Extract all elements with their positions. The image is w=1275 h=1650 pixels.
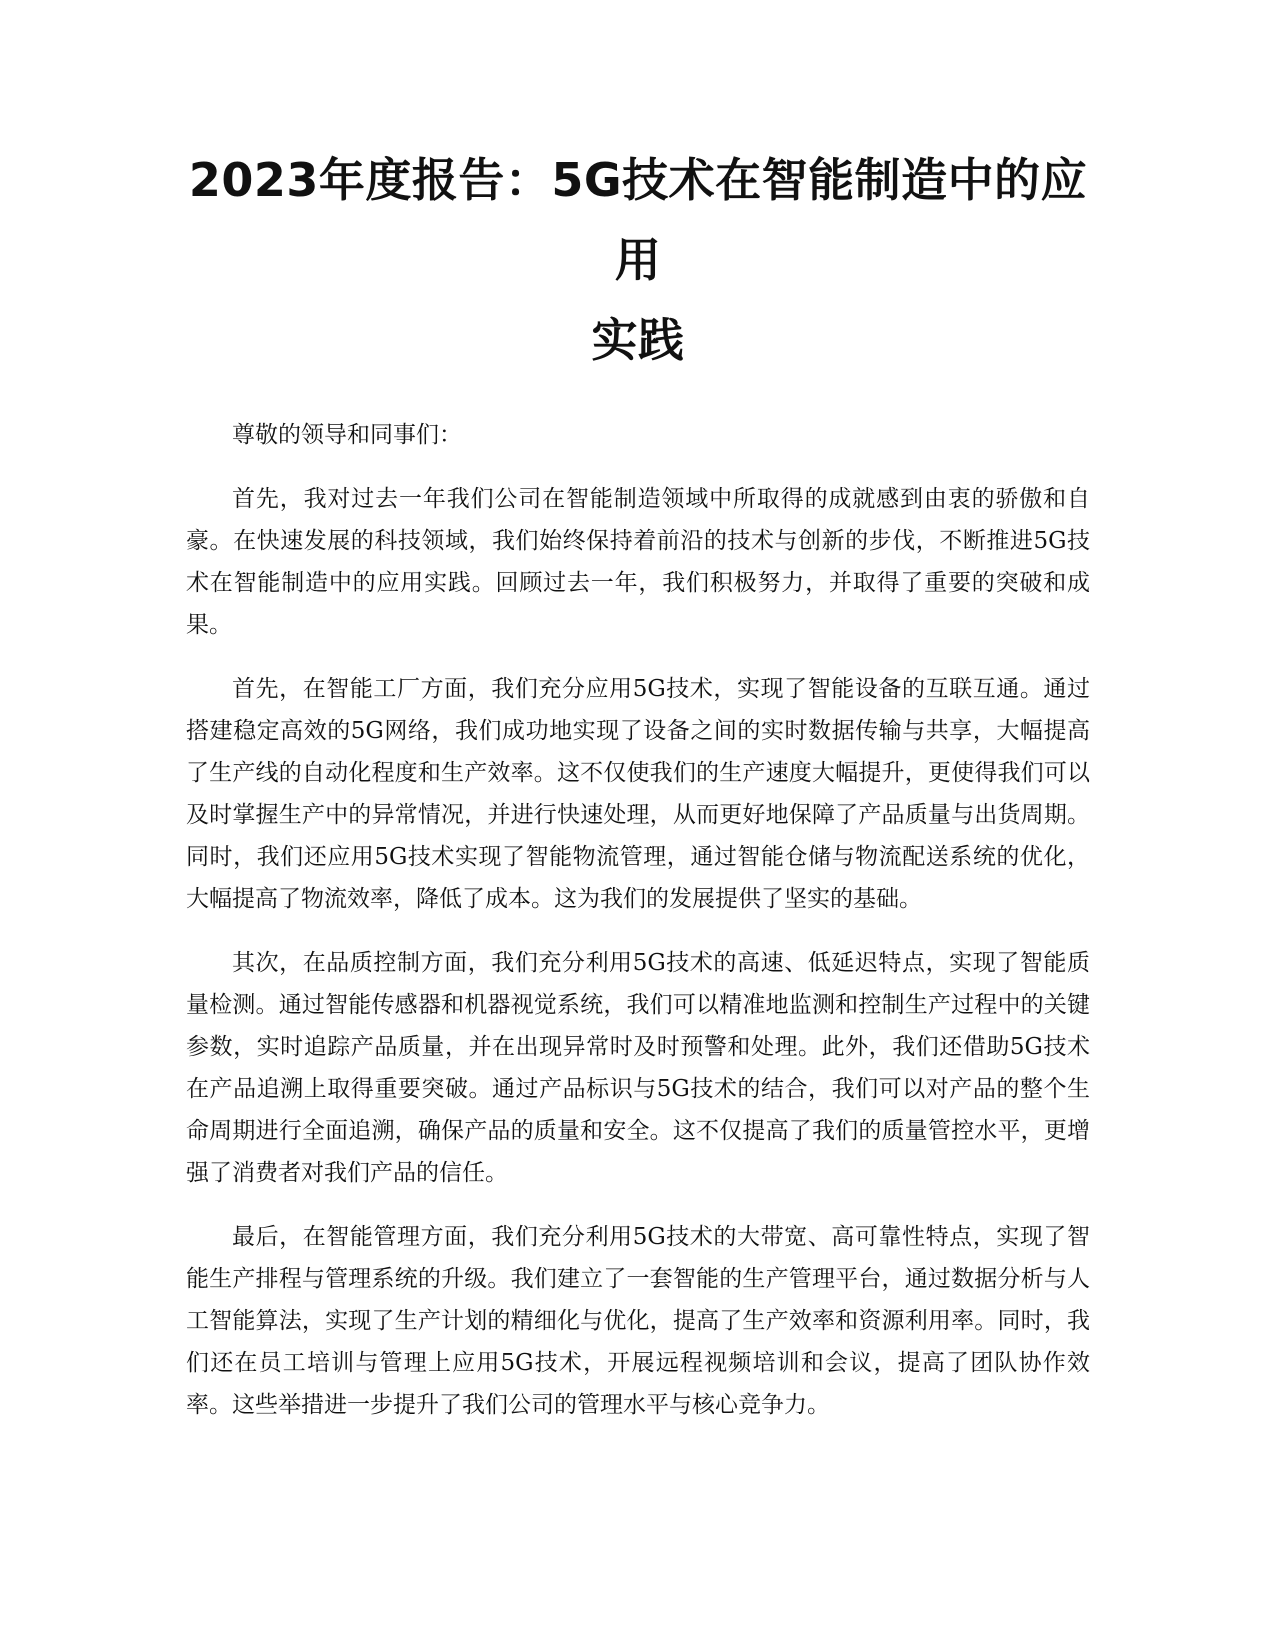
- greeting: 尊敬的领导和同事们：: [232, 422, 462, 448]
- paragraph-2: 首先，在智能工厂方面，我们充分应用5G技术，实现了智能设备的互联互通。通过搭建稳定高效的5G网络，我们成功地实现了设备之间的实时数据传输与共享，大幅提高了生产线的自动化程度和生产效率。这不仅使我们的生产速度大幅提升，更使得我们可以及时掌握生产中的异常情况，并进行快速处理，从而更好地保障了产品质量与出货周期。同时，我们还应用5G技术实现了智能物流管理，通过智能仓储与物流配送系统的优化，大幅提高了物流效率，降低了成本。这为我们的发展提供了坚实的基础。: [186, 676, 1090, 912]
- document-title: [186, 140, 1090, 380]
- paragraph-1: 首先，我对过去一年我们公司在智能制造领域中所取得的成就感到由衷的骄傲和自豪。在快速发展的科技领域，我们始终保持着前沿的技术与创新的步伐，不断推进5G技术在智能制造中的应用实践。回顾过去一年，我们积极努力，并取得了重要的突破和成果。: [186, 486, 1090, 638]
- document-page: [186, 140, 1090, 1426]
- paragraph-4: 最后，在智能管理方面，我们充分利用5G技术的大带宽、高可靠性特点，实现了智能生产排程与管理系统的升级。我们建立了一套智能的生产管理平台，通过数据分析与人工智能算法，实现了生产计划的精细化与优化，提高了生产效率和资源利用率。同时，我们还在员工培训与管理上应用5G技术，开展远程视频培训和会议，提高了团队协作效率。这些举措进一步提升了我们公司的管理水平与核心竞争力。: [186, 1224, 1090, 1418]
- title-line-1: 2023年度报告：5G技术在智能制造中的应用: [188, 153, 1088, 287]
- title-line-2: 实践: [591, 313, 685, 367]
- paragraph-3: 其次，在品质控制方面，我们充分利用5G技术的高速、低延迟特点，实现了智能质量检测。通过智能传感器和机器视觉系统，我们可以精准地监测和控制生产过程中的关键参数，实时追踪产品质量，并在出现异常时及时预警和处理。此外，我们还借助5G技术在产品追溯上取得重要突破。通过产品标识与5G技术的结合，我们可以对产品的整个生命周期进行全面追溯，确保产品的质量和安全。这不仅提高了我们的质量管控水平，更增强了消费者对我们产品的信任。: [186, 950, 1090, 1186]
